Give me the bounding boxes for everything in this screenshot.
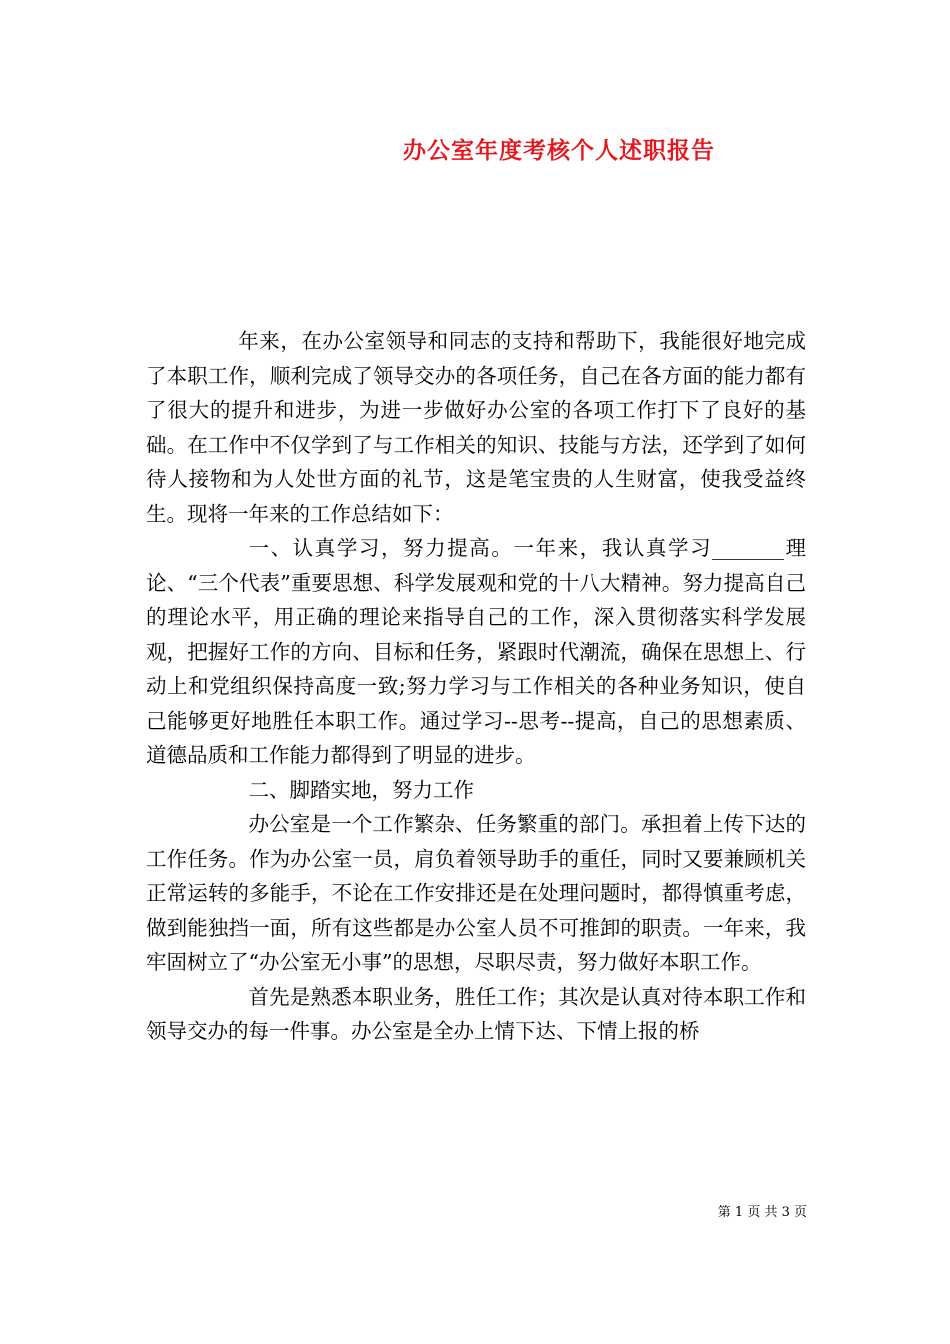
document-body xyxy=(146,324,806,1049)
paragraph-section-1: 一、认真学习，努力提高。一年来，我认真学习_______理论、“三个代表”重要思想、科学发展观和党的十八大精神。努力提高自己的理论水平，用正确的理论来指导自己的工作，深入贯彻落实科学发展观，把握好工作的方向、目标和任务，紧跟时代潮流，确保在思想上、行动上和党组织保持高度一致;努力学习与工作相关的各种业务知识，使自己能够更好地胜任本职工作。通过学习--思考--提高，自己的思想素质、道德品质和工作能力都得到了明显的进步。 xyxy=(146,536,806,767)
section-2-heading: 二、脚踏实地，努力工作 xyxy=(248,777,474,802)
paragraph-section-2-detail: 首先是熟悉本职业务，胜任工作；其次是认真对待本职工作和领导交办的每一件事。办公室是全办上情下达、下情上报的桥 xyxy=(146,984,806,1043)
paragraph-intro: 年来，在办公室领导和同志的支持和帮助下，我能很好地完成了本职工作，顺利完成了领导交办的各项任务，自己在各方面的能力都有了很大的提升和进步，为进一步做好办公室的各项工作打下了良好的基础。在工作中不仅学到了与工作相关的知识、技能与方法，还学到了如何待人接物和为人处世方面的礼节，这是笔宝贵的人生财富，使我受益终生。现将一年来的工作总结如下： xyxy=(146,329,806,526)
paragraph-section-2-body: 办公室是一个工作繁杂、任务繁重的部门。承担着上传下达的工作任务。作为办公室一员，肩负着领导助手的重任，同时又要兼顾机关正常运转的多能手，不论在工作安排还是在处理问题时，都得慎重考虑，做到能独挡一面，所有这些都是办公室人员不可推卸的职责。一年来，我牢固树立了“办公室无小事”的思想，尽职尽责，努力做好本职工作。 xyxy=(146,812,806,974)
document-title: 办公室年度考核个人述职报告 xyxy=(403,137,715,164)
page-indicator: 第 1 页 共 3 页 xyxy=(717,1205,807,1220)
